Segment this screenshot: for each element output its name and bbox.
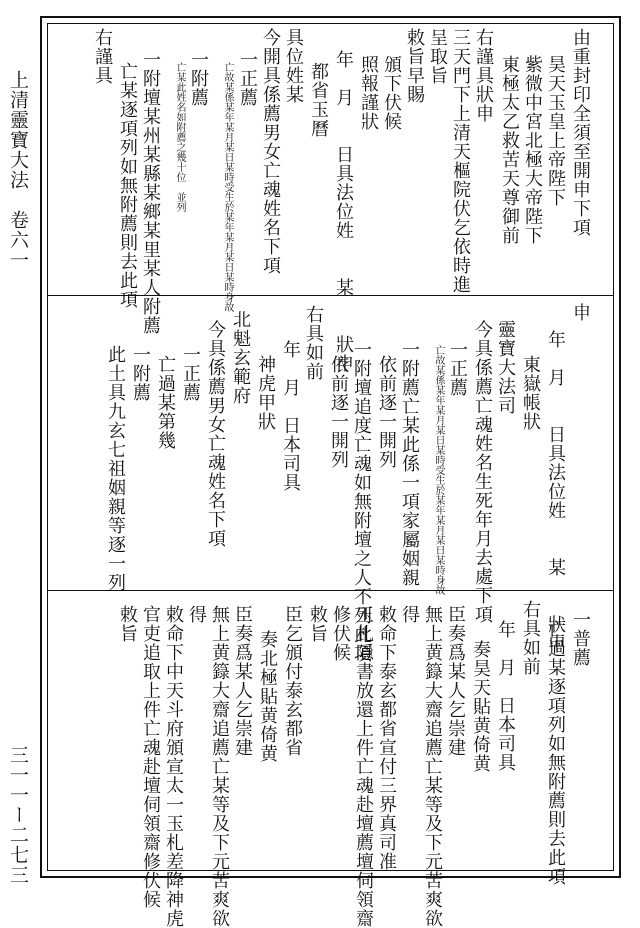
text-column: 奏北極貼黄倚黄 xyxy=(257,630,278,763)
text-column: 亡故某係某年某月某日某時受生於某年某月某日某時身故 xyxy=(222,62,233,312)
text-column: 亡故某係某年某月某日某時受生於某年某月某日某時身故 xyxy=(433,345,444,595)
text-column: 具位姓某 xyxy=(283,28,304,104)
text-column: 神虎甲狀 xyxy=(255,355,276,431)
text-column: 東極太乙救苦天尊御前 xyxy=(499,55,520,245)
text-column: 敕旨 xyxy=(117,605,138,643)
text-column: 右謹具 xyxy=(92,28,113,85)
text-column: 年 月 日具法位姓 某 狀申 xyxy=(545,330,566,653)
text-column: 年 月 日具法位姓 某 狀申 xyxy=(333,50,354,373)
text-column: 右具如前 xyxy=(520,600,541,676)
text-column: 紫微中宮北極大帝陛下 xyxy=(522,55,543,245)
text-column: 依前逐一開列 xyxy=(328,355,349,469)
text-column: 一附薦 xyxy=(130,345,151,402)
text-column: 依前逐一開列 xyxy=(376,355,397,469)
text-column: 申 xyxy=(570,303,591,322)
text-column: 今開具係薦男女亡魂姓名下項 xyxy=(260,28,281,275)
text-column: 敕旨 xyxy=(307,605,328,643)
page-number: 三一一ー二七三 xyxy=(7,745,29,885)
text-column: 一附薦亡某此係一項家屬姻親 xyxy=(399,340,420,587)
text-column: 北魁玄範府 xyxy=(230,310,251,405)
text-column: 東嶽帳狀 xyxy=(520,355,541,431)
text-column: 官吏追取上件亡魂赴壇伺領齋修伏候 xyxy=(140,605,161,909)
text-column: 亡過某逐項列如無附薦則去此項 xyxy=(545,620,566,886)
text-column: 一附薦 xyxy=(188,50,209,107)
text-column: 呈取旨 xyxy=(427,28,448,85)
text-column: 靈寶大法司 xyxy=(495,320,516,415)
panel-divider-2 xyxy=(47,590,614,591)
text-column: 一附壇某州某縣某鄉某里某人附薦 xyxy=(140,50,161,335)
text-column: 得 xyxy=(399,605,420,624)
text-column: 敕命下中天斗府頒宣太一玉札差降神虎 xyxy=(163,605,184,928)
text-column: 臣奏爲某人乞崇建 xyxy=(445,605,466,757)
text-column: 一正薦 xyxy=(447,340,468,397)
text-column: 亡過某第幾 xyxy=(155,355,176,450)
text-column: 亡某此姓名如附薦之幾十位 並列 xyxy=(174,62,185,212)
text-column: 照報謹狀 xyxy=(358,55,379,131)
text-column: 無上黄籙大齋追薦亡某等及下元苦爽欲 xyxy=(422,605,443,928)
text-column: 敕旨早賜 xyxy=(404,28,425,104)
text-column: 都省玉曆 xyxy=(308,62,329,138)
text-column: 頒下伏候 xyxy=(381,55,402,131)
text-column: 年 月 日本司具 xyxy=(495,620,516,772)
text-column: 年 月 日本司具 xyxy=(280,340,301,492)
text-column: 右具如前 xyxy=(303,305,324,381)
text-column: 今具係薦男女亡魂姓名下項 xyxy=(205,320,226,548)
text-column: 一普薦 xyxy=(570,610,591,667)
text-column: 一正薦 xyxy=(237,50,258,107)
text-column: 一正薦 xyxy=(180,345,201,402)
text-column: 玉札隱書放還上件亡魂赴壇薦壇伺領齋 xyxy=(353,605,374,928)
text-column: 臣奏爲某人乞崇建 xyxy=(232,605,253,757)
text-column: 三天門下上清天樞院伏乞依時進 xyxy=(450,28,471,294)
text-column: 修伏候 xyxy=(330,605,351,662)
text-column: 由重封印全須至開申下項 xyxy=(570,28,591,237)
margin-title: 上清靈寶大法 卷六一 xyxy=(7,70,29,270)
text-column: 敕命下泰玄都省宣付三界真司准 xyxy=(376,605,397,871)
text-column: 得 xyxy=(186,605,207,624)
text-column: 臣乞頒付泰玄都省 xyxy=(282,605,303,757)
text-column: 右謹具狀申 xyxy=(473,28,494,123)
text-column: 亡某逐項列如無附薦則去此項 xyxy=(117,62,138,309)
text-column: 此土具九玄七祖姻親等逐一列 xyxy=(105,345,126,592)
text-column: 昊天玉皇上帝陛下 xyxy=(545,55,566,207)
text-column: 無上黄籙大齋追薦亡某等及下元苦爽欲 xyxy=(209,605,230,928)
text-column: 奏昊天貼黄倚黄 xyxy=(470,640,491,773)
text-column: 一附壇追度亡魂如無附壇之人不列此項 xyxy=(351,340,372,663)
text-column: 今具係薦亡魂姓名生死年月去處下項 xyxy=(472,320,493,624)
